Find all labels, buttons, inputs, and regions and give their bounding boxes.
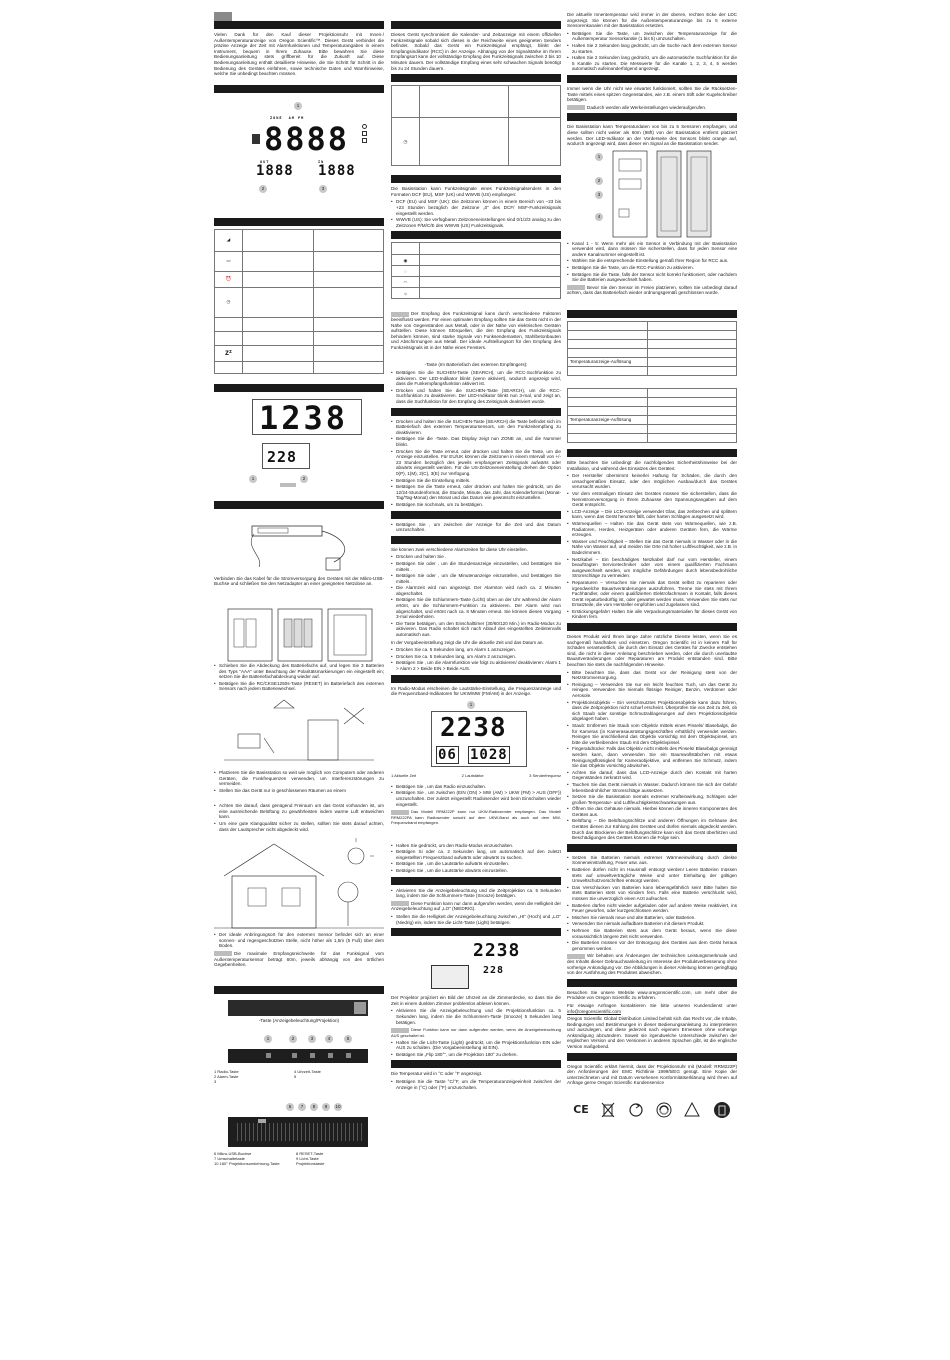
projection-temp: 228 <box>483 965 505 977</box>
section-header-reset <box>567 75 737 83</box>
display-list: • Betätigen Sie , um zwischen der Anzeige für die Zeit und das Datum umzuschalten. <box>391 522 561 533</box>
sensor-list: • Der ideale Anbringungsort für den externen Sensor befindet sich an einer sonnen- und regengeschützten Stelle, nicht höher als 1,5m (5 Fuß) über dem Boden. <box>214 932 384 949</box>
alarm-button[interactable] <box>292 1053 297 1058</box>
section-header-rcc <box>391 21 561 29</box>
projection-text: Der Projektor projiziert ein Bild der Uhrzeit an die Zimmerdecke, so dass Sie die Zeit in einem dunklen Zimmer problemlos ablesen können. <box>391 995 561 1006</box>
battery-bin-icon <box>713 1101 731 1119</box>
projection-time: 2238 <box>473 940 521 962</box>
reset-text: Immer wenn die Uhr nicht wie erwartet funktioniert, sollten Sie die Rücksetzen-Taste mittels eines spitzen Gegenstandes, wie z.B. einem Stift oder Kugelschreiber betätigen. <box>567 85 737 103</box>
section-header-rcc-table <box>391 74 561 82</box>
section-header-sensor <box>567 113 737 121</box>
placement-list-2: • Achten Sie darauf, dass genügend Freiraum um das Gerät vorhanden ist, um eine ausreichende Belüftung zu gewährleisten indem warme Luft entweichen kann. • Um eine gute Klangqualität sicher zu stellen, sollten Sie stets darauf achten, dass der Lautsprecher nicht abgedeckt wird. <box>214 803 384 832</box>
section-header-buttons <box>214 986 384 994</box>
projection-list-2: • Halten Sie die Licht-Taste (Light) gedrückt, um die Projektionsfunktion EIN oder AUS zu schalten. (Die Vorgabeeinstellung ist EIN). • Betätigen Sie „Flip 180°", um die Projektion 180° zu drehen. <box>391 1040 561 1058</box>
sensor-note: Bevor Sie den Sensor im Freien platzieren, sollten Sie unbedingt darauf achten, dass das Batteriefach wieder ordnungsgemäß geschlossen wurde. <box>567 284 737 296</box>
alarm-intro: Sie können zwei verschiedene Alarmzeiten für diese Uhr einstellen. <box>391 546 528 552</box>
section-header-conformity <box>567 1053 737 1061</box>
search-list: • Betätigen Sie die SUCHEN-Taste (SEARCH), um die RCC-Suchfunktion zu aktivieren. Der LED-Indikator blinkt (wenn aktiviert), wodurch angezeigt wird, dass die Funkempfangsfunktion aktiviert ist. • Drücken und halten Sie die SUCHEN-Taste (SEARCH), um die RCC-Suchfunktion zu deaktivieren. Der LED-Indikator blinkt nun 3-mal, und zeigt an, dass die Suchfunktion für den Empfang des Zeitsignals deaktiviert wurde. <box>391 370 561 405</box>
down-button[interactable] <box>346 1053 351 1058</box>
clock-button[interactable] <box>310 1053 315 1058</box>
projection-figure <box>391 939 561 995</box>
back-legend-right: 8 RESET-Taste 9 Licht-Taste Projektionstaste <box>296 1151 325 1167</box>
section-header-light <box>391 877 561 885</box>
snooze-caption: -Taste (Anzeigebeleuchtung/Projektion) <box>258 1017 340 1023</box>
recycle-arrows-icon <box>628 1102 644 1118</box>
clock-small-digits: 228 <box>267 447 298 466</box>
clock-icon: ◷ <box>226 299 231 305</box>
certification-logos <box>567 1100 737 1120</box>
spec-table-sensor: Temperaturanzeige-Auflösung <box>567 388 737 443</box>
sun-icon: ☼ <box>403 290 408 296</box>
sensor-channel-list: • Kanal 1 - 5: Wenn mehr als ein Sensor in Verbindung mit der Basisstation verwendet wird, dann müssen Sie sicherstellen, dass für jeden Sensor eine andere Kanalnummer eingestellt ist. • Wählen Sie die entsprechende Einstellung gemäß Ihrer Region für RCC aus. • Betätigen Sie die Taste, um die RCC-Funktion zu aktivieren. • Betätigen Sie die Taste, falls der Sensor nicht korrekt funktioniert, oder nachdem Sie die Batterien ausgewechselt haben. <box>567 241 737 283</box>
section-header-rcc-reception <box>391 175 561 183</box>
contact-text: Für etwaige Anfragen kontaktieren Sie bitte unseren Kundendienst unter info@oregonscientific.com <box>567 1002 737 1014</box>
button-legend-left: 1 Radio-Taste 2 Alarm-Taste 3 <box>214 1069 239 1085</box>
section-header-care <box>567 623 737 631</box>
projection-frame <box>252 399 362 435</box>
section-header-battery <box>567 844 737 852</box>
temp-intro-list: • Betätigen Sie die Taste, um zwischen der Temperaturanzeige für die Außentemperatur Sensorkanäle (1 bis 5) umzuschalten. • Halten Sie 2 Sekunden lang gedrückt, um die Suche nach dem externen Sensor zu starten. • Halten Sie 2 Sekunden lang gedrückt, um die automatische Suchfunktion für die 5 Kanäle zu starten. Die Messwerte für die Kanäle 1, 2, 3, 4, 5 werden automatisch aufeinanderfolgend angezeigt. <box>567 31 737 72</box>
section-header-setup <box>214 501 384 509</box>
radio-lcd-time: 2238 <box>440 712 507 743</box>
placement-list: • Platzieren Sie die Basisstation so weit wie möglich von Computern oder anderen Geräten, die Funkfrequenzen verwenden, um Interferenzstörungen zu vermeiden. • Stellen Sie das Gerät nur in geschlossenen Räumen an einem <box>214 770 384 793</box>
rcc-list: • DCF (EU) und MSF (UK): Die Zeitzonen können in einem Bereich von –23 bis +23 Stunden bezüglich der Zeitzone „0" des DCF/ MSF-Funkzeitsignals eingestellt werden. • WWVB (US): Sie verfügbaren Zeitzoneneinstellungen sind 0/1/2/3 analog zu den Zeitzonen P/M/C/E des WWVB (US) Funkzeitsignals. <box>391 199 561 228</box>
section-header-specs <box>567 310 737 318</box>
callout-1: 1 <box>294 102 302 110</box>
device-back-view <box>228 1117 368 1147</box>
section-header-time-setting <box>391 408 561 416</box>
signal-strong-icon: ◉ <box>403 257 408 263</box>
rcc-note: Der Empfang des Funkzeitsignal kann durch verschiedene Faktoren beeinflusst werden. Für einen optimalen Empfang sollten Sie das Gerät nicht in der Nähe von Gegenständen aus Metall, oder in der Nähe von elektrischen Geräten aufstellen. Diese können Störquellen, die den Empfang des Funkzeitsignals behindern können, sind starke Signale von Funksendemasten, Stahlbetonbauten und Abschirmungen aus Metall. Der ideale Aufstellungsort für den Empfang des Funkzeitsignals ist in der Nähe eines Fensters. <box>391 311 561 350</box>
spec-table-base: Temperaturanzeige-Auflösung <box>567 321 737 376</box>
care-list: • Bitte beachten Sie, dass das Gerät vor der Reinigung stets von der Netzstromversorgung. • Reinigung – Verwenden Sie nur ein leicht feuchtes Tuch, um das Gerät zu reinigen. Verwenden Sie niemals flüssige Reiniger, Benzin, Verdünner oder Aerosole. • Projektionsobjektiv – Ein verschmutztes Projektionsobjektiv kann dazu führen, dass die Zeitprojektion nicht scharf erscheint. Überprüfen Sie von Zeit zu Zeit, ob sich Staub oder sonstige Schmutzablagerungen auf dem Projektionsobjektiv abgelagert haben. • Staub: Entfernen Sie Staub vom Objektiv mittels eines Pinsels/ Blasebalgs, die für Kameras (in Kamerasausrüstungsgeschäften erhältlich) verwendet werden. Reinigen Sie anschließend das Objektiv vorsichtig mit dem Objektivpinsel, um bitte die verbleibenden Staub mit dem Objektivpinsel. • Fingerabdrücke: Falls das Objektiv nicht mittels des Pinsels/ Blasebalgs gereinigt werden kann, dann verwenden Sie ein Baumwollstäbchen mit etwas Reinigungsflüssigkeit für Kameraobjektive, und entfernen Sie Schmutz, indem Sie das Objektiv vorsichtig abwischen. • Achten Sie darauf, dass das LCD-Anzeige durch den Kontakt mit harten Gegenständen zerkratzt wird. • Tauchen Sie das Gerät niemals in Wasser. Dadurch können Sie sich der Gefahr lebensbedrohlicher Stromschläge aussetzen. • Setzen Sie die Basisstation niemals extremer Krafteinwirkung, Schlägen oder großen Temperatur- und Luftfeuchtigkeitsschwankungen aus. • Öffnen Sie das Gehäuse niemals. Hierbei können die inneren Komponenten des Gerätes aus. • Belüftung – Die Belüftungsschlitze und anderen Öffnungen im Gehäuse des Gerätes dienen zur Kühlung des Gerätes und dürfen niemals abgedeckt werden. Durch das Blockieren der Belüftungsschlitze kann sich das Gerät überhitzen und Beschädigungen des Gerätes können die Folge sein. <box>567 670 737 841</box>
distribution-text: Oregon Scientific Global Distribution Limited behält sich das Recht vor, die Inhalte, Bedingungen und Bestimmungen in dieser Bedienungsanleitung zu interpretieren und auszulegen, und diese jederzeit nach eigenem Ermessen ohne vorherige Ankündigung abzuändern. Soweit sie irgendwelche Unterschiede zwischen der englischen Version und den Versionen in anderen Sprachen gibt, ist die englische Version maßgebend. <box>567 1016 737 1050</box>
lcd-outdoor-temp: 1888 <box>256 162 294 179</box>
section-header-intro <box>214 21 384 29</box>
alarm-icons: ⏰ <box>225 276 232 282</box>
section-header-clock <box>214 384 384 392</box>
light-note: Diese Funktion kann nur dann aufgerufen werden, wenn die Helligkeit der Anzeigebeleuchtung auf „LO" (NIEDRIG). <box>391 900 561 912</box>
section-header-overview <box>214 85 384 93</box>
column-3 <box>567 12 737 1120</box>
section-header-rcc-icons <box>391 231 561 239</box>
back-panel-figure: 6 7 8 9 10 6 Mikro-USB-Buchse 7 Umschaltetaste 10 180° Projektionsumkehrung-Taste 8 RESET-Taste 9 Licht-Taste Projektionstaste <box>214 1103 384 1169</box>
room-placement-figure <box>214 698 384 770</box>
alarm-mid: In der Vorgabeeinstellung zeigt die Uhr die aktuelle Zeit und das Datum an. <box>391 639 544 645</box>
snooze-bar-figure <box>228 1000 368 1016</box>
signal-none-icon: ◠ <box>403 279 408 285</box>
temperature-text: Die Temperatur wird in °C oder °F angezeigt. <box>391 1071 483 1077</box>
rcc-intro: Dieses Gerät synchronisiert die Kalender- und Zeitanzeige mit einem offiziellen Funkzeitsignale sobald sich dieses in der Reichweite eines geeigneten Senders befindet. Sobald das Gerät ein Funkzeitsignal empfängt, blinkt der Empfangsindikator (RCC) in der Anzeige. Abhängig von der Signalstärke im Ihrem Empfangsort kann der vollständige Empfang des Funkzeitsignals zwischen 2 bis 10 Minuten dauern. Der vollständige Empfang eines sehr schwachen Signals benötigt bis zu 24 Stunden dauern. <box>391 32 561 71</box>
battery-list: • Schieben Sie die Abdeckung des Batteriefachs auf, und legen Sie 3 Batterien des Typs "AAA" unter Beachtung der Polaritätsmarkierungen ein eingestellt ein; setzen Sie die Batteriefachabdeckung wieder auf. • Betätigen Sie die RC/CKSE1250s-Taste (RESET) im Batteriefach des externen Sensors nach jedem Batteriewechsel. <box>214 663 384 692</box>
projection-note: Diese Funktion kann nur dann aufgerufen werden, wenn die Anzeigebeleuchtung AUS geschaltet ist. <box>391 1027 561 1038</box>
rcc-signal-icon: ◢ <box>226 237 231 243</box>
signal-weak-icon: ◌ <box>404 268 407 274</box>
callout-3: 3 <box>319 185 327 193</box>
language-tab <box>214 12 232 21</box>
projection-list: • Aktivieren Sie die Anzeigebeleuchtung und die Projektionsfunktion ca. 5 Sekunden lang, indem Sie die Schlummern-Taste (Snooze) 5 Sekunden lang betätigen. <box>391 1008 561 1025</box>
battery-icon: ▭ <box>226 258 231 264</box>
care-intro: Dieses Produkt wird Ihnen lange Jahre nützliche Dienste leisten, wenn Sie es sachgemäß handhaben und einsetzen. Oregon Scientific ist in keinem Fall für Schäden verantwortlich, die durch den Einsatz des Gerätes für Zwecke entstehen sind, die nicht in dieser Anleitung beschrieben werden, oder die durch unerlaubte Bauartveränderungen oder Reparaturen am Produkt entstanden sind. Bitte beachten Sie stets die nachfolgenden Hinweise. <box>567 634 737 668</box>
lcd-overview-figure <box>214 96 384 196</box>
safety-intro: Bitte beachten Sie unbedingt die nachfolgenden Sicherheitshinweise bei der Installation, und während des Einsatzes des Gerätes: <box>567 460 737 471</box>
light-button-icon[interactable] <box>354 1002 366 1014</box>
radio-lcd <box>431 711 527 767</box>
light-list: • Aktivieren Sie die Anzeigebeleuchtung und die Zeitprojektion ca. 5 Sekunden lang, indem Sie die Schlummern-Taste (Snooze) betätigen. <box>391 888 561 899</box>
website-text: Besuchen Sie unsere Website www.oregonscientific.com, um mehr über die Produkte von Oregon Scientific zu erfahren. <box>567 989 737 1001</box>
clock-small-frame <box>262 443 310 469</box>
column-1 <box>214 12 384 1169</box>
rcc-table <box>391 85 561 166</box>
search-caption: -Taste (Im Batteriefach des externen Empfängers): <box>424 362 528 368</box>
radio-list-2: • Halten Sie gedrückt, um den Radio-Modus einzuschalten. • Betätigen Si oder ca. 2 Sekunden lang, um automatisch auf den zuletzt eingestellten Frequenzband aufwärts oder abwärts zu suchen. • Betätigen Sie , um die Lautstärke aufwärts einzustellen. • Betätigen Sie , um die Lautstärke abwärts einzustellen. <box>391 843 561 874</box>
temp-intro: Die aktuelle Innentemperatur wird immer in der oberen, rechten Ecke der LDC angezeigt. Sie können für die Außentemperaturanzeige bis zu 5 externe Sensorenkanalen mit der Basisstation ersetzen. <box>567 12 737 29</box>
setup-text: Verbinden Sie das Kabel für die Stromversorgung des Gerätes mit der Mikro-USB-Buchse und schließen Sie den Netzadapter an einer geeigneten Netzdose an. <box>214 575 384 587</box>
sensor-note: Die maximale Empfangsreichweite für das Funksignal vom Außentemperatursensor beträgt 60m, jeweils abhängig von den örtlichen Gegebenheiten. <box>214 951 384 968</box>
rcc-text: Die Basisstation kann Funkzeitsignale eines Funkzeitsignalsenders in den Formaten DCF (EU), MSF (UK) und WWVB (US) empfangen: <box>391 186 561 197</box>
section-header-about <box>567 979 737 987</box>
light-list-2: • Stellen Sie die Helligkeit der Anzeigebeleuchtung zwischen „HI" (Hoch) und „LO" (Niedrig) ein, indem Sie die Licht-Taste (Light) betätigen. <box>391 914 561 925</box>
time-setting-list: • Drücken und halten Sie die SUCHEN-Taste (SEARCH) die Taste befindet sich im Batteriefach des externen Temperatursensors, um den Funkzeitempfang zu deaktivieren. • Betätigen Sie die -Taste. Das Display zeigt nun ZONE an, und die Nummer blinkt. • Drücken Sie die Taste erneut, oder drücken und halten Sie die Taste, um die Anzeige einzustellen. Für EU/UK können die Zeitzonen in einem Intervall von +/- 23 Stunden bezüglich des jeweils empfangenen Zeitsignals aufwärts oder abwärts eingestellt werden. Für die US-Zeitzoneneinstellung drehen die Option 0(P), 1(M), 2(C), 3(E) zur Verfügung. • Betätigen Sie die Einstellung mittels. • Betätigen Sie die Taste erneut, oder drücken und halten Sie gedrückt, um die 12/24-Stundenformat, die Stunde, Minute, das Jahr, das Kalenderformat (Monat-Tag/Tag-Monat) den Monat und das Datum wie gewünscht einzustellen. • Betätigen Sie nochmals, um zu bestätigen. <box>391 419 561 508</box>
outdoor-sensor-figure <box>214 836 384 932</box>
projection-display-figure <box>214 395 384 491</box>
alarm-list-2: • Drücken Sie ca. 5 Sekunden lang, um Alarm 1 anzuzeigen. • Drücken Sie ca. 5 Sekunden lang, um Alarm 2 anzuzeigen. • Betätigen Sie , um die Alarmfunktion wie folgt zu aktivieren/ deaktivieren: Alarm 1 > Alarm 2 > Beide EIN > Beide AUS. <box>391 647 561 671</box>
device-top-view <box>228 1049 368 1063</box>
rcc-icon-table <box>391 242 561 299</box>
radio-note: Das Modell RRM222P kann nur UKW-Radiosender empfangen. Das Modell RRM222PA kann Radiosender sowohl auf dem UKW-Band als auch auf dem MW-Frequenzband empfangen. <box>391 809 561 825</box>
lcd-display: ZONE AM PM 8888 OUT 1888 IN 1888 <box>252 114 370 184</box>
clock-big-digits: 1238 <box>259 398 349 437</box>
top-buttons-figure: 1 2 3 4 5 1 Radio-Taste 2 Alarm-Taste 3 4 Uhrzeit-Taste 5 <box>214 1035 384 1095</box>
section-header-radio <box>391 675 561 683</box>
battery-install-figure <box>214 605 384 663</box>
notice-note: Wir behalten uns Änderungen der technischen Leistungsmerkmale und des Inhalts dieser Gebrauchsanleitung im Interesse der Produktverbesserung ohne vorherige Ankündigung vor. Die Abbildungen in dieser Anleitung können geringfügig von der Ausführung des Produktes abweichen. <box>567 953 737 976</box>
radio-lcd-frequency: 1028 <box>470 746 508 763</box>
reset-note: Dadurch werden alle Werkeinstellungen wiederaufgerufen. <box>567 105 737 111</box>
temperature-list: • Betätigen Sie die Taste °C/°F, um die Temperaturanzeigeeinheit zwischen der Anzeige in (°C) oder (°F) umzuschalten. <box>391 1079 561 1090</box>
crossed-bin-icon <box>601 1102 615 1118</box>
radio-button[interactable] <box>266 1053 271 1058</box>
radio-legend: 1 Aktuelle Zeit 2 Lautstärke 3 Senderfrequenz <box>391 772 561 778</box>
sensor-figure: 1 2 3 4 <box>567 149 737 241</box>
safety-list: • Der Hersteller übernimmt keinerlei Haftung für Schäden, die durch den unsachgemäßen Einsatz, oder den möglichen Ausbau/durch das Gerätes verursacht wurden. • Vor dem erstmaligen Einsatz des Gerätes müssen Sie sicherstellen, dass die Nennstromversorgung in Ihrem Zuhausse den Spannungsangaben auf dem Gerät entspricht. • LCD-Anzeige – Die LCD-Anzeige verwendet Glas, das zerbrechen und splittern kann, wenn das Gerät herunter fällt, oder harten Schlägen ausgesetzt wird. • Wärmequellen – Halten Sie das Gerät stets von Wärmequellen, wie z.B. Radiatoren, Herden, Heizgeräten oder anderen Geräten fern, die Wärme erzeugen. • Wasser und Feuchtigkeit – Stellen Sie das Gerät niemals in Wasser oder in die Nähe von Wasser auf, und meiden Sie Orte mit hoher Luftfeuchtigkeit, wie z.B. in Badezimmern. • Netzkabel – Ein beschädigtes Netzkabel darf nur vom Hersteller, einem beauftragten Servicetechniker oder vom einem qualifizierten Fachmann ausgewechselt werden, um mögliche Gefährdungen durch lebensbedrohliche Stromschläge zu vermeiden. • Reparaturen – Versuchen Sie niemals das Gerät selbst zu reparieren oder irgendwelche Bauartveränderungen auszuführen. Trenne Sie stets mit Ihrem Fachhändler, oder einem qualifizierten Elektrofachmann in Kontakt, falls dieses Gerät repaturbedürftig ist, oder gewartet werden muss. Verwenden Sie stets nur Ersatzteile, die vom Hersteller empfohlen und zugelassen sind. • Erstickungsgefahr! Halten Sie alle Verpackungsmaterialien für dieses Gerät von Kindern fern. <box>567 473 737 620</box>
usb-port[interactable] <box>258 1119 266 1123</box>
base-text: Die Basisstation kann Temperaturdaten von bis zu 5 Sensoren empfangen, und diese sollten nicht weiter als 60m (98ft) von der Basisstation entfernt platziert werden. Der LED-Indikator an der Vorderseite des Sensors blinkt orange auf, wodurch angezeigt wird, dass dieser ein Signal an die Basisstation sendet. <box>567 124 737 147</box>
button-legend-right: 4 Uhrzeit-Taste 5 <box>294 1069 321 1080</box>
section-header-alarm <box>391 536 561 544</box>
clock-callout-1: 1 <box>249 475 257 483</box>
conformity-text: Oregon Scientific erklärt hiermit, dass der Projektionsuhr mit (Modell: RRM222P) den Anforderungen der EMC Richtlinie 1999/5/EG genügt. Eine Kopie der unterzeichneten und mit Datum versehenen Konformitätserklärung wird Ihnen auf Anfrage gerne Oregon Scientific Kundenservice <box>567 1063 737 1086</box>
projector-device <box>431 965 469 989</box>
recycle-triangle-icon <box>684 1102 700 1118</box>
clock-callout-2: 2 <box>300 475 308 483</box>
section-header-projection <box>391 928 561 936</box>
lcd-main-digits: 8888 <box>264 119 350 158</box>
radio-lcd-figure: 1 2238 06 1028 <box>391 699 561 773</box>
back-legend-left: 6 Mikro-USB-Buchse 7 Umschaltetaste 10 180° Projektionsumkehrung-Taste <box>214 1151 280 1167</box>
alarm-list: • Drücken und halten Sie . • Betätigen Sie oder , um die Stundenanzeige einzustellen, und bestätigen Sie mittels . • Betätigen Sie oder , um die Minutenanzeige einzustellen, und bestätigen Sie mittels . • Die Alarmzeit wird nun angezeigt. Der Alarmton wird nach ca. 2 Minuten abgeschaltet. • Betätigen Sie die Schlummern-Taste (Licht) oben an der Uhr während der Alarm ertönt, um die Schlummern-Funktion zu aktivieren. Der Alarm wird nun abgeschaltet, und ertönt nach ca. 8 Minuten erneut. Sie können diesen Vorgang 3-mal wiederholen. • Die Taste betätigen, um den Einschalttimer (30/60/120 Min.) im Radio-Modus zu aktivieren. Das Radio schaltet sich nach Ablauf des eingestellten Zeitintervalls automatisch aus. <box>391 554 561 637</box>
section-header-icons <box>214 218 384 226</box>
lcd-indoor-temp: 1888 <box>318 162 356 179</box>
icon-table <box>214 229 384 374</box>
callout-2: 2 <box>259 185 267 193</box>
radio-lcd-volume: 06 <box>438 746 457 763</box>
section-header-display <box>391 511 561 519</box>
section-header-temperature <box>391 1060 561 1068</box>
contact-email-link[interactable]: info@oregonscientific.com <box>567 1008 621 1014</box>
ce-mark-icon: CE <box>573 1103 589 1117</box>
rcc-clock-icon: ◷ <box>403 138 408 144</box>
power-adapter-figure <box>214 512 384 576</box>
intro-text: Vielen Dank für den Kauf dieser Projektionsuhr mit Innen-/ Außentemperaturanzeige von Oregon Scientific™. Dieses Gerät verbindet die präzise Anzeige der Zeit mit Alarmfunktionen und Temperaturangaben in einem Instrument, bequem in Ihrem Zuhause. Bitte bewahren Sie diese Bedienungsanleitung stets griffbereit für die Zukunft auf. Diese Bedienungsanleitung enthält detaillierte Hinweise, die Sie Schritt für Schritt in die Bedienung des Gerätes einführen, sowie technische Daten und Warnhinweise, welche Sie unbedingt beachten müssen. <box>214 32 384 77</box>
radio-intro: Im Radio-Modus erscheinen die Lautstärke-Einstellung, die Frequenzanzeige und die Frequenzband-Indikatoren für UKW/MW (FM/AM) in der Anzeige. <box>391 685 561 697</box>
radio-list: • Betätigen Sie , um das Radio einzuschalten. • Betätigen Sie , um zwischen (EIN (ON) > MW (AM) > UKW (FM) > AUS (OFF)) umzuschalten. Der zuletzt eingestellt Radiosender wird beim Einschalten wieder eingestellt. <box>391 784 561 807</box>
battery-safety-list: • Setzen Sie Batterien niemals extremer Wärmeeinwirkung durch direkte Sonneneinstrahlung, Feuer usw. aus. • Batterien dürfen nicht im Hausmüll entsorgt werden! Leere Batterien müssen stets auf umweltverträgliche Weise und unter Einhaltung der gültigen Umweltschutzvorschriften entsorgt werden. • Das Verschlucken von Batterien kann lebensgefährlich sein! Bitte halten Sie stets Batterien stets von Kindern fern. Falls eine Batterie verschluckt wird, müssen Sie unverzüglich einen Arzt aufsuchen. • Batterien dürfen nicht wieder aufgeladen oder auf andere Weise reaktiviert, ins Feuer geworfen, oder kurzgeschlossen werden. • Mischen Sie niemals neue und alte Batterien, oder Batterien. • Verwenden Sie niemals aufladbare Batterien mit diesem Produkt. • Nehmen Sie Batterien stets aus dem Gerät heraus, wenn Sie diese voraussichtlich längere Zeit nicht verwenden. • Die Batterien müssen vor der Entsorgung des Gerätes aus dem Gerät heraus genommen werden. <box>567 855 737 952</box>
green-dot-icon <box>656 1102 672 1118</box>
section-header-safety <box>567 449 737 457</box>
up-button[interactable] <box>328 1053 333 1058</box>
snooze-icon: zᶻ <box>225 348 232 358</box>
column-2 <box>391 12 561 1092</box>
